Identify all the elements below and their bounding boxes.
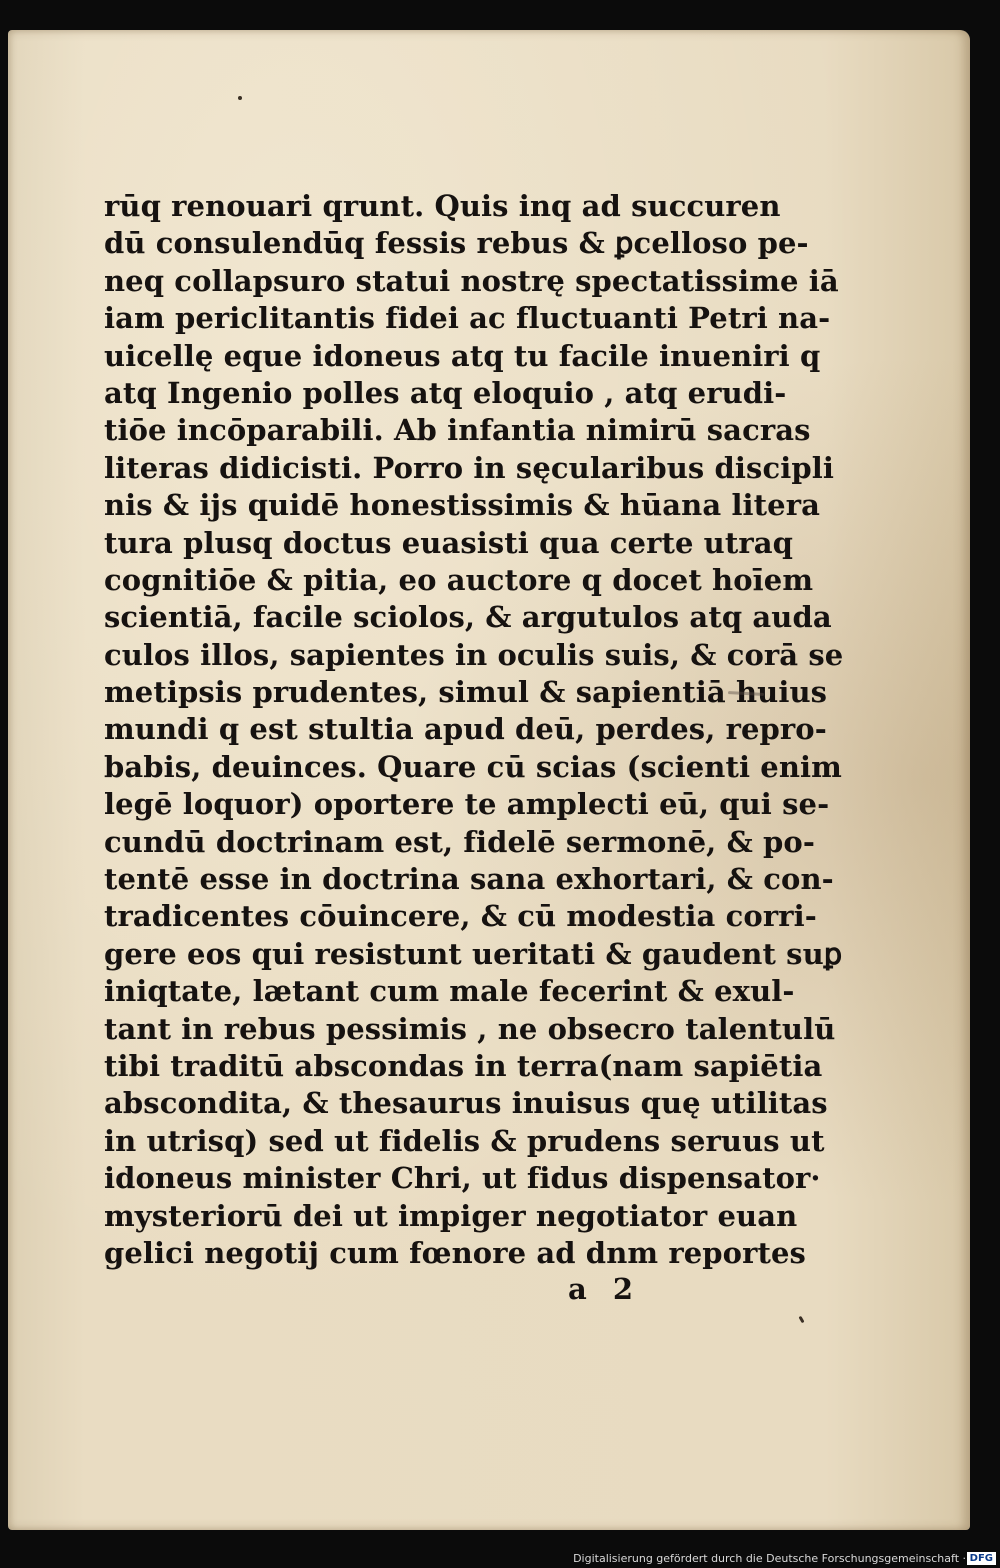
paper-speck [238, 96, 242, 100]
text-line: abscondita, & thesaurus inuisus quę utilitas [104, 1086, 828, 1121]
paper-speck [798, 1316, 804, 1324]
text-line: gelici negotij cum fœnore ad dnm reportes [104, 1235, 806, 1270]
text-line: tant in rebus pessimis , ne obsecro talentulū [104, 1011, 836, 1046]
text-line: nis & ijs quidē honestissimis & hūana litera [104, 488, 820, 523]
text-line: culos illos, sapientes in oculis suis, & corā se [104, 637, 844, 672]
text-line: metipsis prudentes, simul & sapientiā huius [104, 675, 828, 710]
text-line: uicellę eque idoneus atq tu facile inueniri q [104, 338, 821, 373]
text-line: literas didicisti. Porro in sęcularibus discipli [104, 450, 834, 485]
text-line: legē loquor) oportere te amplecti eū, qui se- [104, 787, 830, 822]
text-line: mundi q est stultia apud deū, perdes, repro- [104, 712, 827, 747]
text-line: tiōe incōparabili. Ab infantia nimirū sacras [104, 413, 811, 448]
text-line: rūq renouari qrunt. Quis inq ad succuren [104, 189, 781, 223]
text-line: iniqtate, lætant cum male fecerint & exul- [104, 974, 795, 1009]
text-line: tradicentes cōuincere, & cū modestia corri- [104, 899, 817, 934]
text-line: in utrisq) sed ut fidelis & prudens seruus ut [104, 1123, 825, 1158]
text-line: cognitiōe & pitia, eo auctore q docet hoīem [104, 562, 814, 597]
text-line: atq Ingenio polles atq eloquio , atq erudi- [104, 375, 787, 410]
text-line: idoneus minister Chri, ut fidus dispensator· [104, 1161, 821, 1196]
book-page [8, 30, 970, 1530]
text-line: neq collapsuro statui nostrę spectatissime iā [104, 263, 839, 298]
text-line: babis, deuinces. Quare cū scias (scienti enim [104, 749, 842, 784]
text-line: iam periclitantis fidei ac fluctuanti Petri na- [104, 301, 831, 336]
dfg-logo-icon: DFG [967, 1552, 996, 1565]
text-line: tura plusq doctus euasisti qua certe utraq [104, 525, 794, 560]
page-text [104, 188, 844, 1272]
footer-bar [0, 1548, 1000, 1568]
signature-mark: a 2 [568, 1272, 642, 1306]
text-line: tentē esse in doctrina sana exhortari, & con- [104, 862, 834, 897]
text-line: gere eos qui resistunt ueritati & gaudent suꝑ [104, 936, 843, 971]
text-line: scientiā, facile sciolos, & argutulos atq auda [104, 600, 832, 635]
text-line: cundū doctrinam est, fidelē sermonē, & po- [104, 824, 816, 859]
text-line: dū consulendūq fessis rebus & ꝑcelloso pe- [104, 226, 809, 261]
digitization-credit: Digitalisierung gefördert durch die Deutsche Forschungsgemeinschaft · [573, 1552, 966, 1565]
text-line: tibi traditū abscondas in terra(nam sapiētia [104, 1048, 823, 1083]
text-line: mysteriorū dei ut impiger negotiator euan [104, 1198, 798, 1233]
